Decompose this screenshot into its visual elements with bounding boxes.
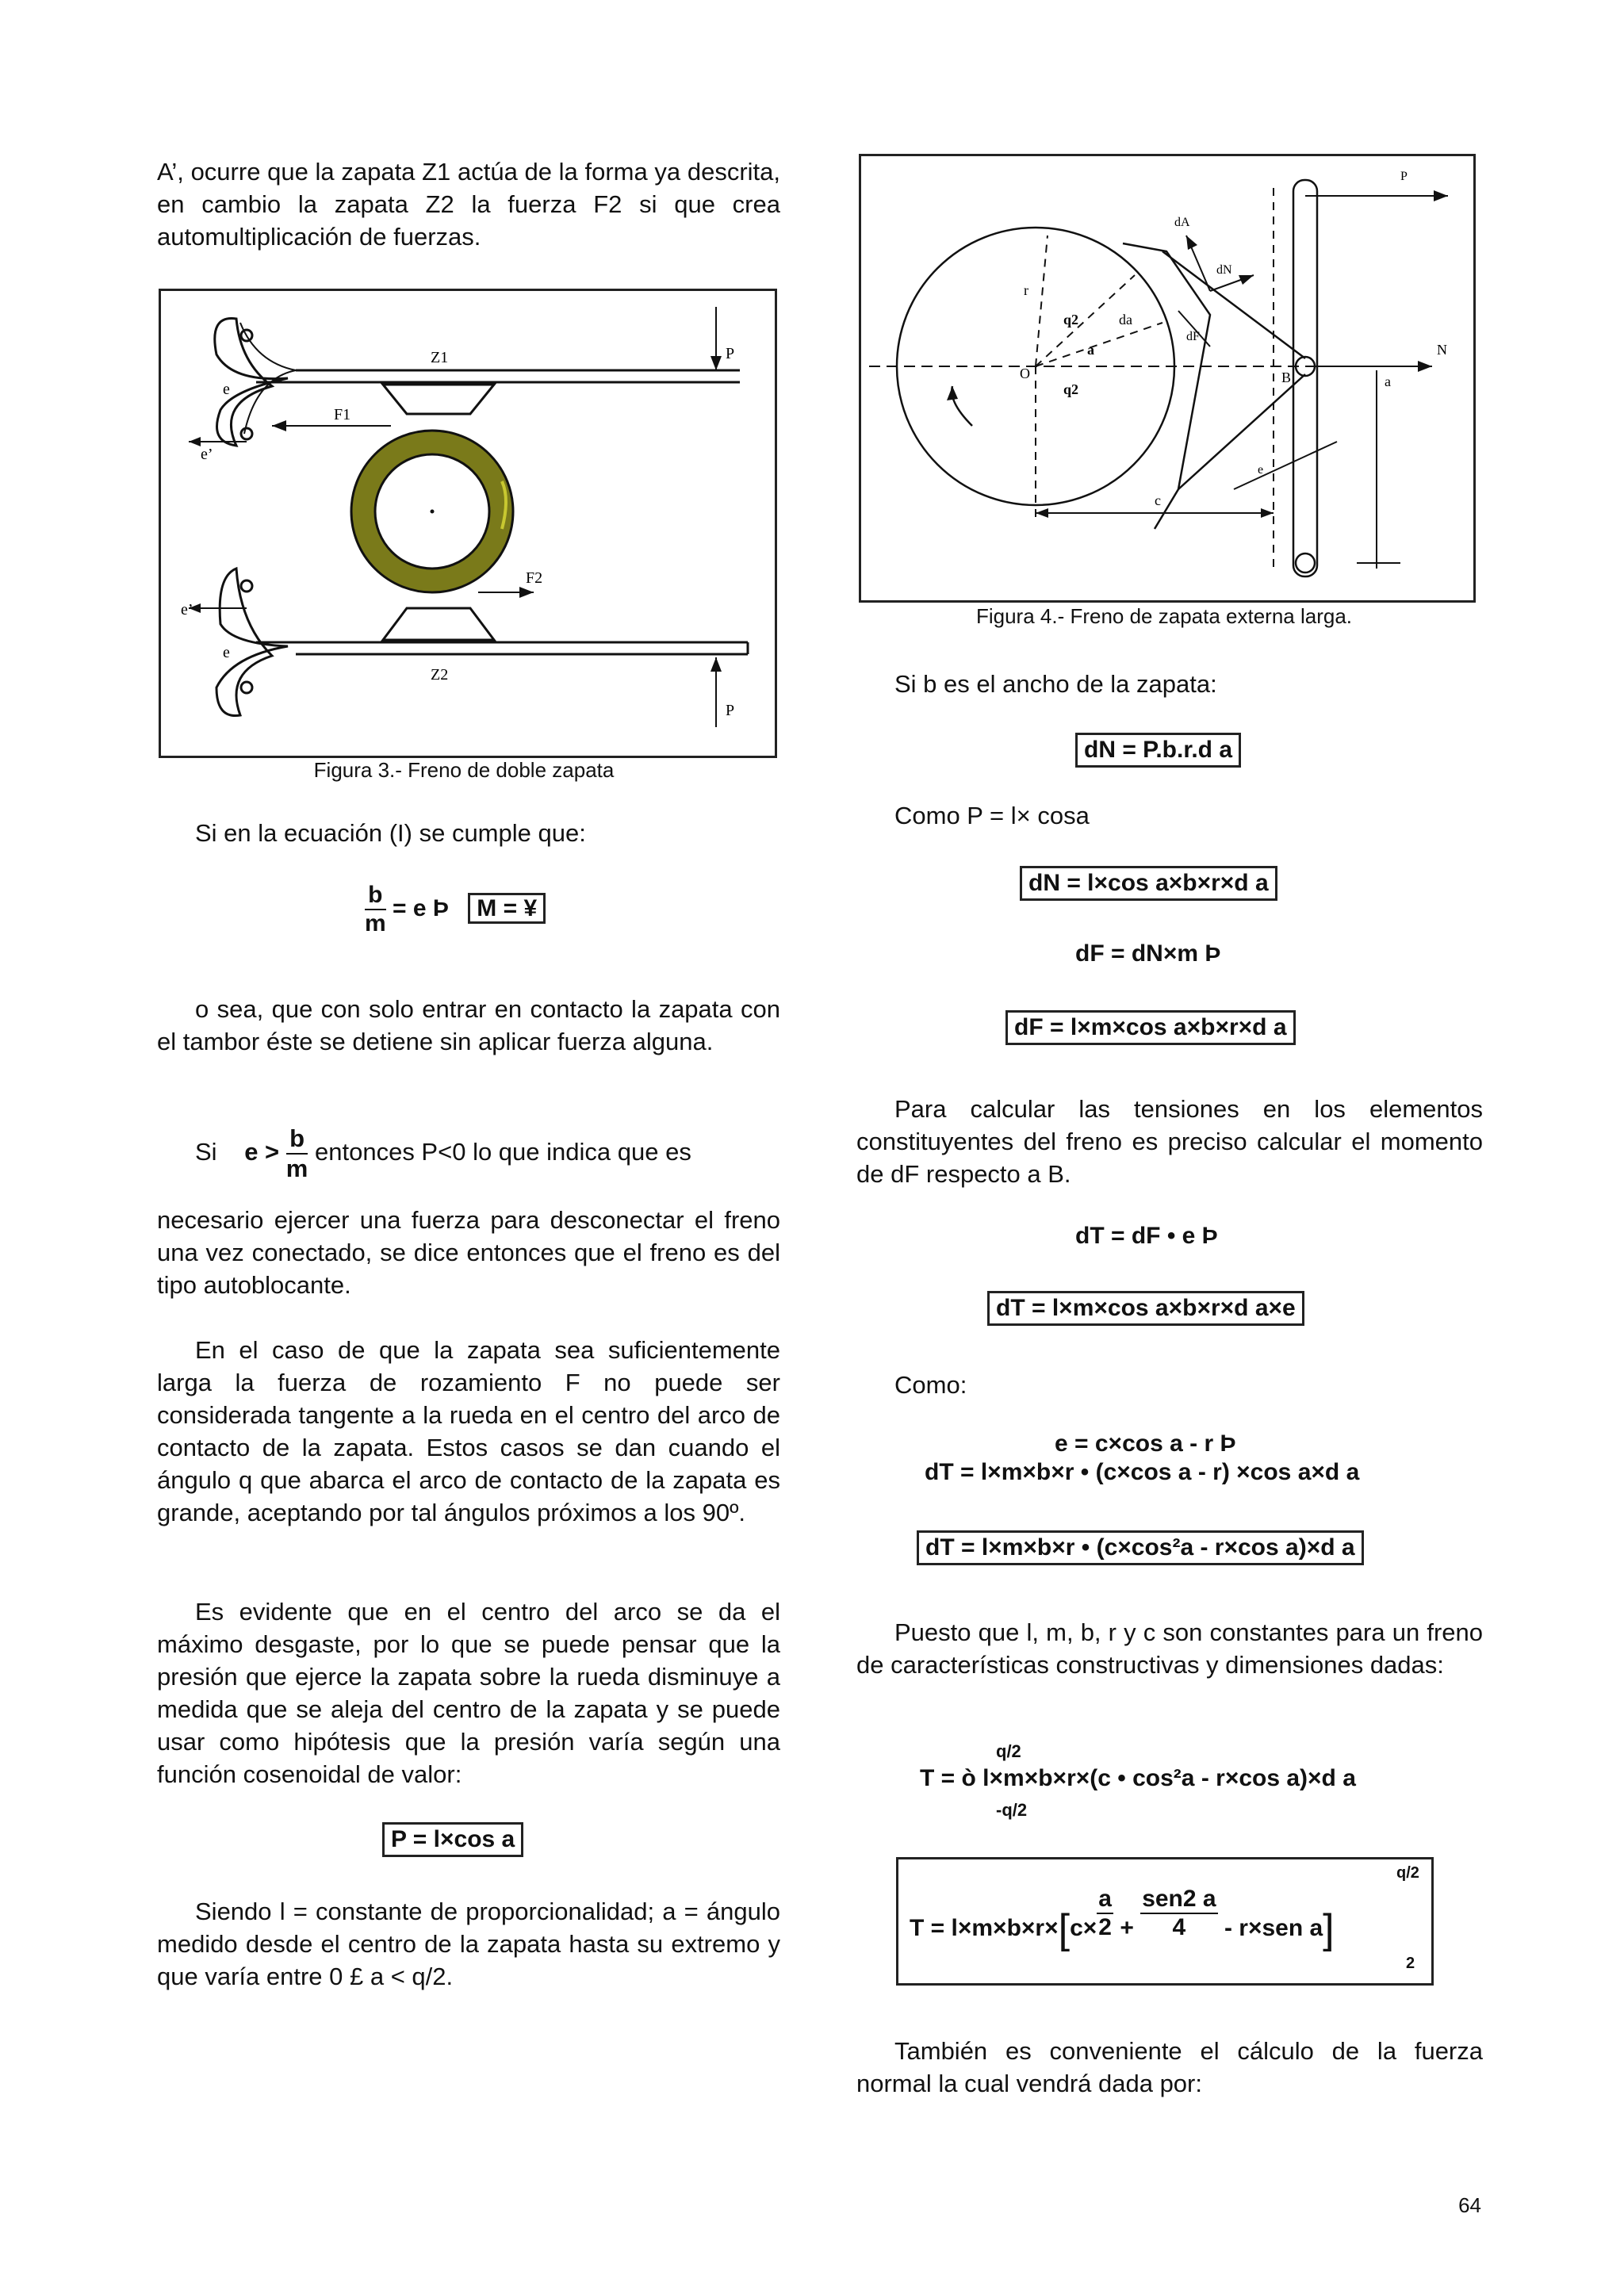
label-e-bottom: e bbox=[223, 644, 230, 661]
eq-condition-boxed: M = ¥ bbox=[468, 893, 546, 924]
label-z1: Z1 bbox=[431, 349, 449, 366]
para-tambien: También es conveniente el cálculo de la fuerza normal la cual vendrá dada por: bbox=[856, 2037, 1483, 2097]
label-e-prime-bottom: e’ bbox=[181, 601, 193, 618]
fig4-label-alpha: a bbox=[1087, 342, 1094, 358]
eq-dn-2: dN = l×cos a×b×r×d a bbox=[1020, 866, 1277, 901]
eq-t-final-lim-bottom: 2 bbox=[1406, 1955, 1415, 1972]
para-evidente: Es evidente que en el centro del arco se da el máximo desgaste, por lo que se puede pensar que la presión que ejerce la zapata sobre la rueda disminuye a medida que se aleja del centro de la zapata y se puede usar como hipótesis que la presión varía según una función cosenoidal de valor: bbox=[157, 1598, 780, 1788]
si-e-post: entonces P<0 lo que indica que es bbox=[315, 1138, 691, 1166]
eq-t-final-row: T = l×m×b×r×[c× $\frac{a}{2}$ + $\frac{\text{sen2 a}}{4}$ - r×sen a] bbox=[910, 1886, 1335, 1952]
eq-dt-2: dT = l×m×cos a×b×r×d a×e bbox=[987, 1291, 1304, 1326]
fig4-label-q2-top: q2 bbox=[1063, 312, 1079, 327]
para-como-p: Como P = l× cosa bbox=[894, 802, 1090, 829]
fig4-label-e: e bbox=[1258, 463, 1264, 477]
fig4-label-q2-bottom: q2 bbox=[1063, 381, 1079, 397]
eq-t-integral bbox=[920, 1741, 1427, 1829]
eq-t-int-body: T = ò l×m×b×r×(c • cos²a - r×cos a)×d a bbox=[920, 1765, 1356, 1791]
eq-p-cos: P = l×cos a bbox=[382, 1822, 523, 1857]
figure-3 bbox=[159, 289, 777, 758]
para-necesario: necesario ejercer una fuerza para desconectar el freno una vez conectado, se dice entonces que el freno es del tipo autoblocante. bbox=[157, 1206, 780, 1299]
eq-t-final-pre: T = l×m×b×r× bbox=[910, 1914, 1059, 1941]
fig4-label-dn: dN bbox=[1216, 263, 1232, 277]
eq-t-final-plus: + bbox=[1120, 1914, 1134, 1941]
label-p-bottom: P bbox=[726, 702, 735, 719]
si-e-den: m bbox=[285, 1155, 308, 1182]
fig4-label-p: P bbox=[1400, 170, 1408, 183]
label-f1: F1 bbox=[334, 406, 351, 423]
eq-t-int-upper: q/2 bbox=[996, 1741, 1021, 1761]
eq-t-final-post: - r×sen a bbox=[1224, 1914, 1323, 1941]
fig4-label-da: dA bbox=[1174, 216, 1190, 229]
si-e-pre: Si bbox=[195, 1138, 217, 1166]
para-siendo: Siendo l = constante de proporcionalidad; a = ángulo medido desde el centro de la zapata hasta su extremo y que varía entre 0 £ a < q/2. bbox=[157, 1898, 780, 1990]
eq-e: e = c×cos a - r Þ bbox=[1055, 1430, 1236, 1457]
fig4-label-a: a bbox=[1385, 373, 1391, 389]
eq-dn-1: dN = P.b.r.d a bbox=[1075, 733, 1241, 768]
label-z2: Z2 bbox=[431, 666, 449, 684]
figure-3-caption: Figura 3.- Freno de doble zapata bbox=[313, 758, 615, 782]
label-e-top: e bbox=[223, 381, 230, 398]
eq-condition-rhs: = e Þ bbox=[393, 894, 449, 921]
eq-condition-den: m bbox=[365, 910, 386, 936]
long-external-shoe-brake-diagram bbox=[861, 156, 1473, 600]
eq-dt-3: dT = l×m×b×r • (c×cos a - r) ×cos a×d a bbox=[925, 1459, 1360, 1485]
para-ecuacion: Si en la ecuación (I) se cumple que: bbox=[195, 819, 586, 847]
double-shoe-brake-diagram bbox=[161, 291, 775, 756]
eq-condition-num: b bbox=[365, 882, 386, 910]
fig4-label-r: r bbox=[1024, 282, 1028, 298]
eq-t-final-sen-num: sen2 a bbox=[1140, 1886, 1217, 1914]
eq-condition bbox=[365, 882, 546, 937]
eq-dt-1: dT = dF • e Þ bbox=[1075, 1223, 1218, 1249]
para-contacto: o sea, que con solo entrar en contacto la zapata con el tambor éste se detiene sin aplicar fuerza alguna. bbox=[157, 995, 780, 1055]
si-e-lhs: e > bbox=[244, 1138, 280, 1166]
figure-4-caption: Figura 4.- Freno de zapata externa larga. bbox=[975, 604, 1353, 628]
eq-t-final-lim-top: q/2 bbox=[1396, 1864, 1419, 1882]
figure-4 bbox=[859, 154, 1476, 603]
para-puesto: Puesto que l, m, b, r y c son constantes para un freno de características constructivas y dimensiones dadas: bbox=[856, 1618, 1483, 1679]
fig4-label-b: B bbox=[1281, 370, 1292, 385]
fig4-label-o: O bbox=[1020, 366, 1030, 381]
para-tensiones: Para calcular las tensiones en los elementos constituyentes del freno es preciso calcular el momento de dF respecto a B. bbox=[856, 1095, 1483, 1188]
eq-t-final-a-den: 2 bbox=[1098, 1914, 1112, 1940]
page-number: 64 bbox=[1458, 2193, 1481, 2217]
fig4-label-df: dF bbox=[1186, 330, 1200, 343]
para-ancho: Si b es el ancho de la zapata: bbox=[894, 670, 1217, 698]
eq-df-1: dF = dN×m Þ bbox=[1075, 940, 1221, 967]
label-f2: F2 bbox=[526, 569, 543, 587]
eq-t-final-a-num: a bbox=[1097, 1886, 1113, 1914]
fig4-label-c: c bbox=[1155, 492, 1161, 508]
eq-df-2: dF = l×m×cos a×b×r×d a bbox=[1005, 1010, 1296, 1045]
eq-t-final-box bbox=[896, 1857, 1434, 1986]
fig4-label-n: N bbox=[1437, 342, 1447, 358]
fig4-label-dalpha: da bbox=[1119, 312, 1132, 327]
intro-paragraph: A’, ocurre que la zapata Z1 actúa de la forma ya descrita, en cambio la zapata Z2 la fuerza F2 si que crea automultiplicación de fuerzas. bbox=[157, 158, 780, 251]
eq-t-int-lower: -q/2 bbox=[996, 1800, 1028, 1820]
label-e-prime-top: e’ bbox=[201, 446, 213, 463]
label-p-top: P bbox=[726, 345, 735, 362]
para-si-e bbox=[195, 1124, 691, 1183]
eq-dt-4: dT = l×m×b×r • (c×cos²a - r×cos a)×d a bbox=[917, 1530, 1364, 1565]
para-como: Como: bbox=[894, 1371, 967, 1399]
eq-t-final-c: c× bbox=[1070, 1914, 1097, 1941]
para-larga: En el caso de que la zapata sea suficientemente larga la fuerza de rozamiento F no puede ser considerada tangente a la rueda en el centro del arco de contacto de la zapata. Estos casos se dan cuando el ángulo q que abarca el arco de contacto de la zapata es grande, aceptando por tal ángulos próximos a los 90º. bbox=[157, 1336, 780, 1526]
eq-t-final-sen-den: 4 bbox=[1172, 1914, 1186, 1940]
si-e-num: b bbox=[286, 1124, 308, 1155]
